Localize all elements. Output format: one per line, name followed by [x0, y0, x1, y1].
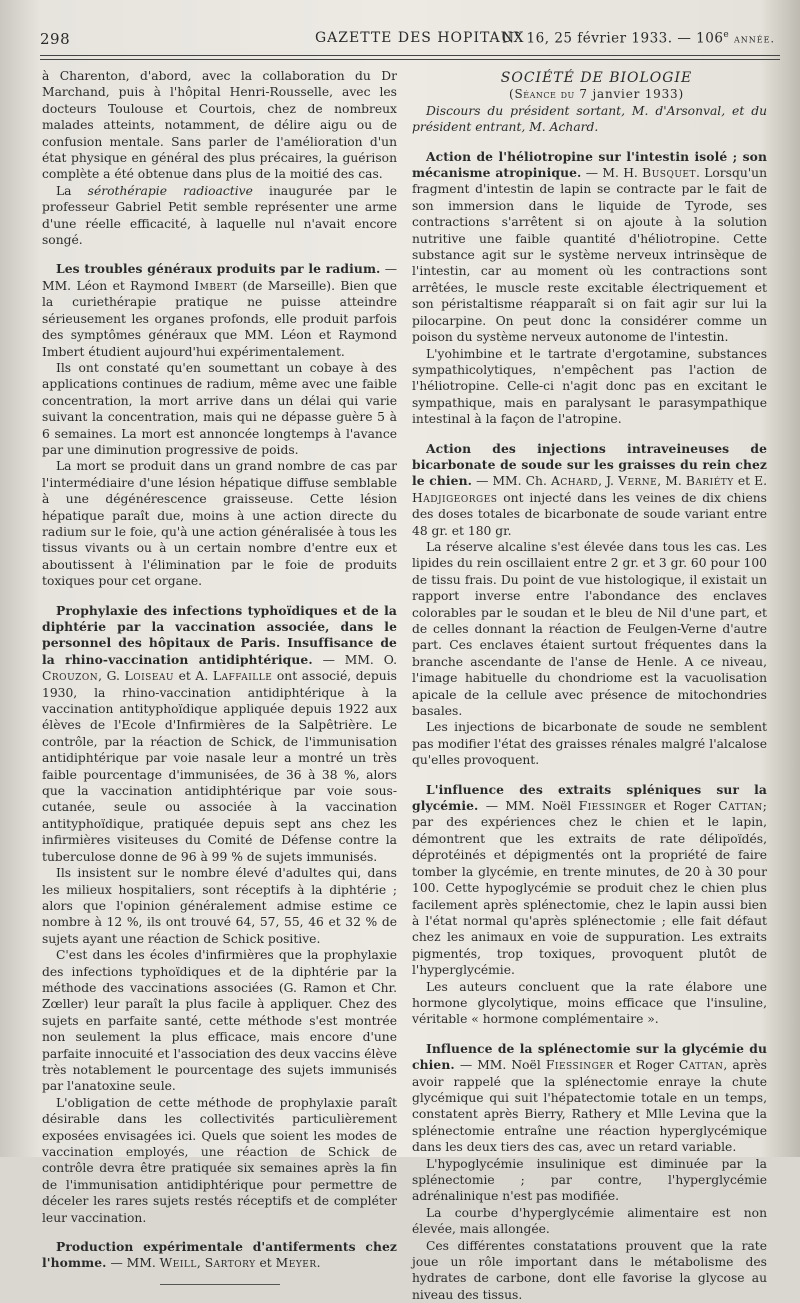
article-title: L'influence des extraits spléniques sur la glycémie.	[412, 781, 767, 814]
right-column	[412, 70, 767, 1303]
page-number: 298	[40, 30, 71, 48]
paragraph: Ils insistent sur le nombre élevé d'adultes qui, dans les milieux hospitaliers, sont réceptifs à la diphtérie ; alors que l'opinion généralement admise estime ce nombre à 12 %, ils ont trouvé 64, 57, 55, 46 et 32 % de sujets ayant une réaction de Schick positive.	[42, 866, 397, 946]
article-troubles-radium: Les troubles généraux produits par le radium. — MM. Léon et Raymond Imbert (de Marseille). Bien que la curiethérapie pratique ne puisse atteindre sérieusement les organes profonds, elle produit parfois des symptômes généraux que MM. Léon et Raymond Imbert étudient aujourd'hui expérimentalement.	[42, 261, 397, 359]
paragraph: L'hypoglycémie insulinique est diminuée par la splénectomie ; par contre, l'hyperglycémie adrénalinique n'est pas modifiée.	[412, 1156, 767, 1204]
article-title: Influence de la splénectomie sur la glycémie du chien.	[412, 1040, 767, 1073]
article-title: Les troubles généraux produits par le radium.	[56, 261, 381, 277]
article-splenectomie: Influence de la splénectomie sur la glycémie du chien. — MM. Noël Fiessinger et Roger Cattan, après avoir rappelé que la splénectomie enraye la chute glycémique qui suit l'hépatectomie totale en un temps, constatent après Bierry, Rathery et Mlle Levina que la splénectomie entraîne une réaction hyperglycémique dans les deux tiers des cas, avec un retard variable.	[412, 1040, 767, 1155]
article-heliotropine: Action de l'héliotropine sur l'intestin isolé ; son mécanisme atropinique. — M. H. Busquet. Lorsqu'un fragment d'intestin de lapin se contracte par le fait de son immersion dans le liquide de Tyrode, ses contractions s'arrêtent si on ajoute à la solution nutritive une faible quantité d'héliotropine. Cette substance agit sur le système nerveux intrinsèque de l'intestin, car au moment où les contractions sont arrêtées, le muscle reste excitable électriquement et son péristaltisme réapparaît si on fait agir sur lui la pilocarpine. On peut donc la considérer comme un poison du système nerveux autonome de l'intestin.	[412, 148, 767, 345]
paragraph: Les auteurs concluent que la rate élabore une hormone glycolytique, moins efficace que l'insuline, véritable « hormone complémentaire ».	[412, 979, 767, 1027]
article-antiferments: Production expérimentale d'antiferments chez l'homme. — MM. Weill, Sartory et Meyer.	[42, 1239, 397, 1271]
paragraph: Les injections de bicarbonate de soude ne semblent pas modifier l'état des graisses rénales malgré l'alcalose qu'elles provoquent.	[412, 720, 767, 768]
article-title: Action de l'héliotropine sur l'intestin isolé ; son mécanisme atropinique.	[412, 148, 767, 181]
header-rule-bottom	[40, 59, 780, 60]
paragraph: Ils ont constaté qu'en soumettant un cobaye à des applications continues de radium, même avec une faible concentration, la mort arrive dans un délai qui varie suivant la concentration, mais qui ne dépasse guère 5 à 6 semaines. La mort est annoncée longtemps à l'avance par une diminution progressive de poids.	[42, 360, 397, 457]
paragraph: La courbe d'hyperglycémie alimentaire est non élevée, mais allongée.	[412, 1205, 767, 1237]
discours-line: Discours du président sortant, M. d'Arsonval, et du président entrant, M. Achard.	[412, 103, 767, 135]
column-end-rule	[160, 1284, 280, 1285]
article-prophylaxie: Prophylaxie des infections typhoïdiques et de la diphtérie par la vaccination associée, dans le personnel des hôpitaux de Paris. Insuffisance de la rhino-vaccination antidiphtérique. — MM. O. Crouzon, G. Loiseau et A. Laffaille ont associé, depuis 1930, la rhino-vaccination antidiphtérique à la vaccination antityphoïdique appliquée depuis 1922 aux élèves de l'Ecole d'Infirmières de la Salpêtrière. Le contrôle, par la réaction de Schick, de l'immunisation antidiphtérique par voie nasale leur a montré un très faible pourcentage d'immunisées, de 36 à 38 %, alors que la vaccination antidiphtérique par voie sous-cutanée, seule ou associée à la vaccination antityphoïdique, pratiquée depuis sept ans chez les infirmières visiteuses du Comité de Défense contre la tuberculose donne de 96 à 99 % de sujets immunisés.	[42, 602, 397, 864]
article-title: Production expérimentale d'antiferments chez l'homme.	[42, 1239, 397, 1271]
left-column	[42, 68, 397, 1285]
issue-info: N° 16, 25 février 1933. — 106e année.	[502, 30, 775, 47]
journal-title: GAZETTE DES HOPITAUX	[315, 30, 525, 46]
paragraph: à Charenton, d'abord, avec la collaboration du Dr Marchand, puis à l'hôpital Henri-Rousselle, avec les docteurs Toulouse et Courtois, chez de nombreux malades atteints, notamment, de délire aigu ou de confusion mentale. Sans parler de l'amélioration d'un état physique en général des plus précaires, la guérison complète a été obtenue dans plus de la moitié des cas.	[42, 69, 397, 182]
paragraph: C'est dans les écoles d'infirmières que la prophylaxie des infections typhoïdiques et de la diphtérie par la méthode des vaccinations associées (G. Ramon et Chr. Zœller) leur paraît la plus facile à appliquer. Chez des sujets en parfaite santé, cette méthode s'est montrée non seulement la plus efficace, mais encore d'une parfaite innocuité et l'association des deux vaccins élève très notablement le pourcentage des sujets immunisés par l'anatoxine seule.	[42, 948, 397, 1094]
article-title: Action des injections intraveineuses de bicarbonate de soude sur les graisses du rein chez le chien.	[412, 440, 767, 489]
society-heading: SOCIÉTÉ DE BIOLOGIE	[500, 70, 693, 86]
article-bicarbonate: Action des injections intraveineuses de bicarbonate de soude sur les graisses du rein chez le chien. — MM. Ch. Achard, J. Verne, M. Bariéty et E. Hadjigeorges ont injecté dans les veines de dix chiens des doses totales de bicarbonate de soude variant entre 48 gr. et 180 gr.	[412, 440, 767, 538]
paragraph: La mort se produit dans un grand nombre de cas par l'intermédiaire d'une lésion hépatique diffuse semblable à une dégénérescence graisseuse. Cette lésion hépatique paraît due, moins à une action directe du radium sur le foie, qu'à une action généralisée à tous les tissus vivants ou à un certain nombre d'entre eux et aboutissent à l'élimination par le foie de produits toxiques pour cet organe.	[42, 459, 397, 589]
page-header	[40, 30, 775, 52]
article-extraits-spleniques: L'influence des extraits spléniques sur la glycémie. — MM. Noël Fiessinger et Roger Cattan; par des expériences chez le chien et le lapin, démontrent que les extraits de rate délipoïdés, déprotéinés et dépigmentés ont la propriété de faire tomber la glycémie, en trente minutes, de 20 à 30 pour 100. Cette hypoglycémie se produit chez le chien plus facilement après splénectomie, chez le lapin aussi bien à l'état normal qu'après splénectomie ; elle fait défaut chez les animaux en voie de suppuration. Les extraits pigmentés, trop toxiques, provoquent plutôt de l'hyperglycémie.	[412, 781, 767, 978]
paragraph: La sérothérapie radioactive inaugurée par le professeur Gabriel Petit semble représenter une arme d'une réelle efficacité, à laquelle nul n'avait encore songé.	[42, 183, 397, 248]
header-rule-top	[40, 55, 780, 56]
paragraph: Ces différentes constatations prouvent que la rate joue un rôle important dans le métabolisme des hydrates de carbone, dont elle favorise la glycose au niveau des tissus.	[412, 1238, 767, 1302]
paragraph: L'obligation de cette méthode de prophylaxie paraît désirable dans les collectivités particulièrement exposées envisagées ici. Quels que soient les modes de vaccination employés, une réaction de Schick de contrôle devra être pratiquée six semaines après la fin de l'immunisation antidiphtérique pour permettre de déceler les rares sujets restés réceptifs et de compléter leur vaccination.	[42, 1095, 397, 1225]
paragraph: La réserve alcaline s'est élevée dans tous les cas. Les lipides du rein oscillaient entre 2 gr. et 3 gr. 60 pour 100 de tissu frais. Du point de vue histologique, il existait un rapport inverse entre l'abondance des enclaves colorables par le soudan et le bleu de Nil d'une part, et de celles donnant la réaction de Feulgen-Verne d'autre part. Ces enclaves étaient surtout fréquentes dans la branche ascendante de l'anse de Henle. A ce niveau, l'image habituelle du chondriome est la vacuolisation apicale de la cellule avec présence de mitochondries basales.	[412, 539, 767, 719]
article-title: Prophylaxie des infections typhoïdiques et de la diphtérie par la vaccination associée, dans le personnel des hôpitaux de Paris. Insuffisance de la rhino-vaccination antidiphtérique.	[42, 602, 397, 667]
seance-date: (Séance du 7 janvier 1933)	[509, 87, 684, 102]
paragraph: L'yohimbine et le tartrate d'ergotamine, substances sympathicolytiques, n'empêchent pas l'action de l'héliotropine. Celle-ci n'agit donc pas en excitant le sympathique, mais en paralysant le parasympathique intestinal à la façon de l'atropine.	[412, 346, 767, 427]
